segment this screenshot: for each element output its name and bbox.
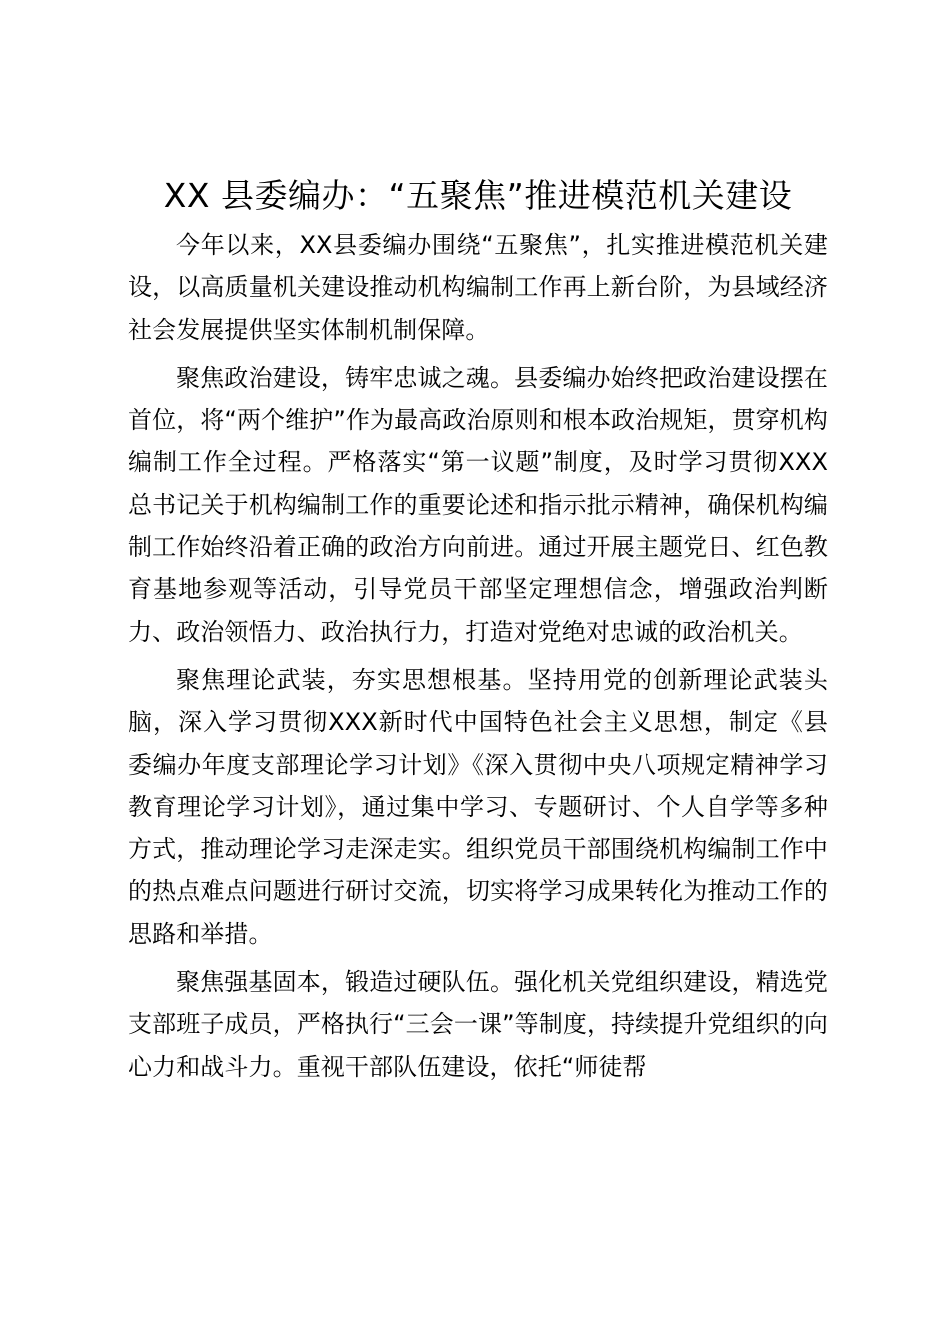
paragraph-intro: 今年以来，XX县委编办围绕“五聚焦”，扎实推进模范机关建设，以高质量机关建设推动机构编制工作再上新台阶，为县域经济社会发展提供坚实体制机制保障。 [128, 231, 828, 344]
paragraph-team-building: 聚焦强基固本，锻造过硬队伍。强化机关党组织建设，精选党支部班子成员，严格执行“三会一课”等制度，持续提升党组织的向心力和战斗力。重视干部队伍建设，依托“师徒帮 [128, 968, 828, 1081]
paragraph-theory-study: 聚焦理论武装，夯实思想根基。坚持用党的创新理论武装头脑，深入学习贯彻XXX新时代中国特色社会主义思想，制定《县委编办年度支部理论学习计划》《深入贯彻中央八项规定精神学习教育理论学习计划》，通过集中学习、专题研讨、个人自学等多种方式，推动理论学习走深走实。组织党员干部围绕机构编制工作中的热点难点问题进行研讨交流，切实将学习成果转化为推动工作的思路和举措。 [128, 665, 828, 948]
paragraph-political-building: 聚焦政治建设，铸牢忠诚之魂。县委编办始终把政治建设摆在首位，将“两个维护”作为最高政治原则和根本政治规矩，贯穿机构编制工作全过程。严格落实“第一议题”制度，及时学习贯彻XXX总书记关于机构编制工作的重要论述和指示批示精神，确保机构编制工作始终沿着正确的政治方向前进。通过开展主题党日、红色教育基地参观等活动，引导党员干部坚定理想信念，增强政治判断力、政治领悟力、政治执行力，打造对党绝对忠诚的政治机关。 [128, 363, 828, 646]
document-title: XX 县委编办：“五聚焦”推进模范机关建设 [163, 176, 793, 215]
document-body [128, 224, 828, 1088]
